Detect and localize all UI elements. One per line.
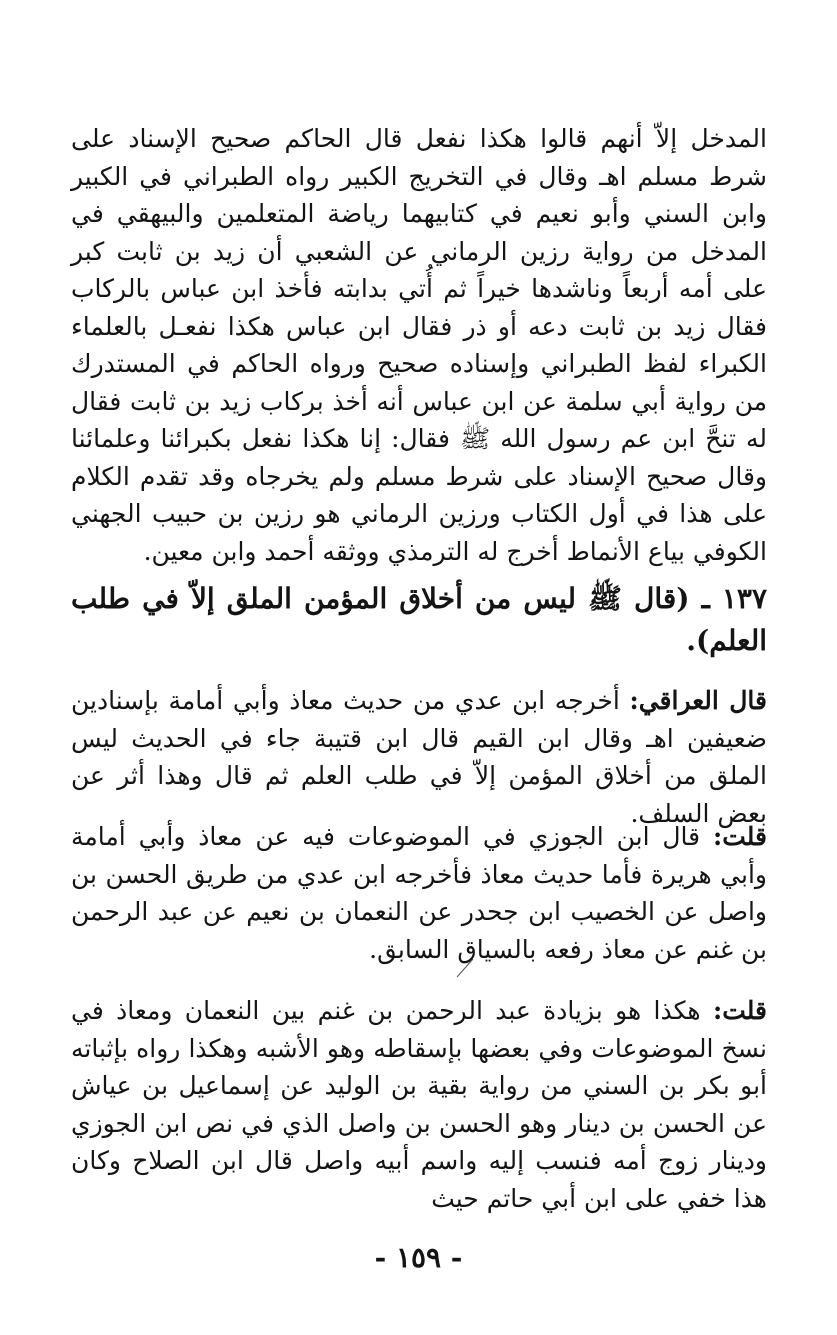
paragraph-body: أخرجه ابن عدي من حديث معاذ وأبي أمامة بإسنادين ضعيفين اهـ وقال ابن القيم قال ابن قتيبة جاء في الحديث ليس الملق من أخلاق المؤمن إلاّ في طلب العلم ثم قال وهذا أثر عن بعض السلف. (71, 686, 767, 828)
page-number: - ١٥٩ - (374, 1241, 463, 1274)
paragraph-body: قال ابن الجوزي في الموضوعات فيه عن معاذ وأبي أمامة وأبي هريرة فأما حديث معاذ فأخرجه ابن عدي من طريق الحسن بن واصل عن الخصيب ابن جحدر عن النعمان بن نعيم عن عبد الرحمن بن غنم عن معاذ رفعه بالسياق السابق. (71, 822, 767, 964)
paragraph-qultu-1 (71, 818, 767, 968)
stray-pen-mark (456, 958, 474, 978)
paragraph-qultu-2 (71, 992, 767, 1217)
hadith-heading: ١٣٧ ـ (قال ﷺ ليس من أخلاق المؤمن الملق إلاّ في طلب العلم). (71, 582, 767, 657)
paragraph-continuation: المدخل إلاّ أنهم قالوا هكذا نفعل قال الحاكم صحيح الإسناد على شرط مسلم اهـ وقال في التخريج الكبير رواه الطبراني في الكبير وابن السني وأبو نعيم في كتابيهما رياضة المتعلمين والبيهقي في المدخل من رواية رزين الرماني عن الشعبي أن زيد بن ثابت كبر على أمه أربعاً وناشدها خيراً ثم أُتي بدابته فأخذ ابن عباس بالركاب فقال زيد بن ثابت دعه أو ذر فقال ابن عباس هكذا نفعـل بالعلماء الكبراء لفظ الطبراني وإسناده صحيح ورواه الحاكم في المستدرك من رواية أبي سلمة عن ابن عباس أنه أخذ بركاب زيد بن ثابت فقال له تنحَّ ابن عم رسول الله ﷺ فقال: إنا هكذا نفعل بكبرائنا وعلمائنا وقال صحيح الإسناد على شرط مسلم ولم يخرجاه وقد تقدم الكلام على هذا في أول الكتاب ورزين الرماني هو رزين بن حبيب الجهني الكوفي بياع الأنماط أخرج له الترمذي ووثقه أحمد وابن معين. (71, 124, 767, 566)
paragraph-body: هكذا هو بزيادة عبد الرحمن بن غنم بين النعمان ومعاذ في نسخ الموضوعات وفي بعضها بإسقاطه وهو الأشبه وهكذا رواه بإثباته أبو بكر بن السني من رواية بقية بن الوليد عن إسماعيل بن عياش عن الحسن بن دينار وهو الحسن بن واصل الذي في نص ابن الجوزي ودينار زوج أمه فنسب إليه واسم أبيه واصل قال ابن الصلاح وكان هذا خفي على ابن أبي حاتم حيث (71, 996, 767, 1213)
paragraph-lead: قلت: (712, 996, 767, 1025)
paragraph-iraqi (71, 682, 767, 832)
paragraph-lead: قلت: (712, 822, 767, 851)
paragraph-lead: قال العراقي: (629, 686, 767, 715)
